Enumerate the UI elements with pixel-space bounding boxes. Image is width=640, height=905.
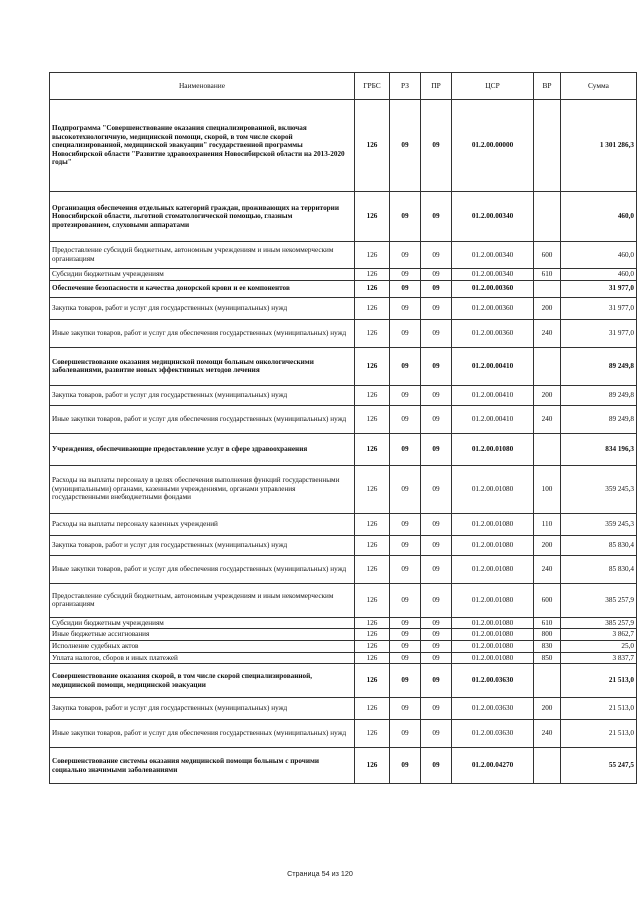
cell-vr bbox=[534, 664, 561, 698]
cell-grbs: 126 bbox=[355, 347, 390, 385]
table-row bbox=[50, 640, 637, 652]
cell-vr: 240 bbox=[534, 319, 561, 347]
cell-vr: 610 bbox=[534, 269, 561, 281]
cell-sum: 25,0 bbox=[561, 640, 637, 652]
cell-csr: 01.2.00.01080 bbox=[452, 583, 534, 617]
cell-rz: 09 bbox=[390, 242, 421, 269]
cell-csr: 01.2.00.03630 bbox=[452, 720, 534, 748]
cell-grbs: 126 bbox=[355, 748, 390, 784]
cell-csr: 01.2.00.01080 bbox=[452, 433, 534, 465]
table-row bbox=[50, 100, 637, 192]
cell-name: Обеспечение безопасности и качества донорской крови и ее компонентов bbox=[50, 280, 355, 297]
cell-grbs: 126 bbox=[355, 269, 390, 281]
cell-vr: 600 bbox=[534, 242, 561, 269]
cell-grbs: 126 bbox=[355, 385, 390, 405]
cell-vr bbox=[534, 748, 561, 784]
table-row bbox=[50, 280, 637, 297]
table-row bbox=[50, 465, 637, 513]
cell-pr: 09 bbox=[421, 269, 452, 281]
cell-csr: 01.2.00.01080 bbox=[452, 652, 534, 664]
cell-name: Совершенствование системы оказания медицинской помощи больным с прочими социально значимыми заболеваниями bbox=[50, 748, 355, 784]
cell-sum: 21 513,0 bbox=[561, 698, 637, 720]
cell-vr: 830 bbox=[534, 640, 561, 652]
cell-name: Закупка товаров, работ и услуг для государственных (муниципальных) нужд bbox=[50, 698, 355, 720]
cell-vr: 240 bbox=[534, 720, 561, 748]
cell-name: Совершенствование оказания скорой, в том числе скорой специализированной, медицинской помощи, медицинской эвакуации bbox=[50, 664, 355, 698]
cell-name: Иные закупки товаров, работ и услуг для обеспечения государственных (муниципальных) нужд bbox=[50, 720, 355, 748]
cell-csr: 01.2.00.00360 bbox=[452, 280, 534, 297]
table-header-row bbox=[50, 73, 637, 100]
cell-pr: 09 bbox=[421, 748, 452, 784]
cell-pr: 09 bbox=[421, 192, 452, 242]
cell-grbs: 126 bbox=[355, 629, 390, 641]
cell-rz: 09 bbox=[390, 629, 421, 641]
cell-grbs: 126 bbox=[355, 433, 390, 465]
cell-sum: 460,0 bbox=[561, 242, 637, 269]
cell-name: Расходы на выплаты персоналу казенных учреждений bbox=[50, 513, 355, 535]
table-row bbox=[50, 405, 637, 433]
cell-sum: 31 977,0 bbox=[561, 280, 637, 297]
cell-sum: 21 513,0 bbox=[561, 720, 637, 748]
cell-name: Совершенствование оказания медицинской помощи больным онкологическими заболеваниями, развитие новых эффективных методов лечения bbox=[50, 347, 355, 385]
document-page bbox=[49, 72, 634, 784]
cell-pr: 09 bbox=[421, 433, 452, 465]
cell-grbs: 126 bbox=[355, 720, 390, 748]
cell-name: Иные закупки товаров, работ и услуг для обеспечения государственных (муниципальных) нужд bbox=[50, 405, 355, 433]
cell-csr: 01.2.00.00410 bbox=[452, 347, 534, 385]
cell-csr: 01.2.00.01080 bbox=[452, 555, 534, 583]
table-row bbox=[50, 269, 637, 281]
cell-rz: 09 bbox=[390, 385, 421, 405]
cell-sum: 21 513,0 bbox=[561, 664, 637, 698]
table-row bbox=[50, 433, 637, 465]
cell-rz: 09 bbox=[390, 192, 421, 242]
table-row bbox=[50, 629, 637, 641]
cell-sum: 460,0 bbox=[561, 192, 637, 242]
cell-grbs: 126 bbox=[355, 698, 390, 720]
cell-sum: 85 830,4 bbox=[561, 535, 637, 555]
table-row bbox=[50, 535, 637, 555]
cell-sum: 31 977,0 bbox=[561, 319, 637, 347]
header-name: Наименование bbox=[50, 73, 355, 100]
cell-rz: 09 bbox=[390, 640, 421, 652]
cell-sum: 85 830,4 bbox=[561, 555, 637, 583]
cell-rz: 09 bbox=[390, 319, 421, 347]
cell-rz: 09 bbox=[390, 347, 421, 385]
cell-grbs: 126 bbox=[355, 555, 390, 583]
cell-pr: 09 bbox=[421, 385, 452, 405]
page-number: Страница 54 из 120 bbox=[287, 869, 353, 878]
cell-name: Расходы на выплаты персоналу в целях обеспечения выполнения функций государственными (муниципальными) органами, казенными учреждениями, органами управления государственными внебюджетными фондами bbox=[50, 465, 355, 513]
cell-csr: 01.2.00.01080 bbox=[452, 513, 534, 535]
cell-rz: 09 bbox=[390, 720, 421, 748]
cell-pr: 09 bbox=[421, 629, 452, 641]
table-row bbox=[50, 652, 637, 664]
cell-pr: 09 bbox=[421, 652, 452, 664]
cell-name: Иные закупки товаров, работ и услуг для обеспечения государственных (муниципальных) нужд bbox=[50, 555, 355, 583]
cell-vr: 200 bbox=[534, 535, 561, 555]
cell-grbs: 126 bbox=[355, 319, 390, 347]
cell-csr: 01.2.00.00340 bbox=[452, 242, 534, 269]
cell-rz: 09 bbox=[390, 269, 421, 281]
cell-csr: 01.2.00.01080 bbox=[452, 640, 534, 652]
cell-vr bbox=[534, 280, 561, 297]
cell-csr: 01.2.00.01080 bbox=[452, 535, 534, 555]
cell-name: Закупка товаров, работ и услуг для государственных (муниципальных) нужд bbox=[50, 535, 355, 555]
cell-grbs: 126 bbox=[355, 513, 390, 535]
cell-pr: 09 bbox=[421, 698, 452, 720]
cell-sum: 1 301 286,3 bbox=[561, 100, 637, 192]
table-row bbox=[50, 698, 637, 720]
table-row bbox=[50, 347, 637, 385]
cell-name: Субсидии бюджетным учреждениям bbox=[50, 269, 355, 281]
cell-grbs: 126 bbox=[355, 617, 390, 629]
cell-name: Предоставление субсидий бюджетным, автономным учреждениям и иным некоммерческим организациям bbox=[50, 583, 355, 617]
cell-sum: 385 257,9 bbox=[561, 617, 637, 629]
cell-grbs: 126 bbox=[355, 280, 390, 297]
cell-grbs: 126 bbox=[355, 583, 390, 617]
table-row bbox=[50, 555, 637, 583]
cell-name: Организация обеспечения отдельных категорий граждан, проживающих на территории Новосибирской области, льготной стоматологической помощью, глазным протезированием, слуховыми аппаратами bbox=[50, 192, 355, 242]
cell-vr: 200 bbox=[534, 297, 561, 319]
cell-rz: 09 bbox=[390, 617, 421, 629]
cell-pr: 09 bbox=[421, 319, 452, 347]
table-row bbox=[50, 319, 637, 347]
cell-sum: 3 862,7 bbox=[561, 629, 637, 641]
cell-pr: 09 bbox=[421, 617, 452, 629]
cell-csr: 01.2.00.01080 bbox=[452, 629, 534, 641]
cell-csr: 01.2.00.00000 bbox=[452, 100, 534, 192]
cell-name: Закупка товаров, работ и услуг для государственных (муниципальных) нужд bbox=[50, 297, 355, 319]
cell-pr: 09 bbox=[421, 640, 452, 652]
cell-grbs: 126 bbox=[355, 405, 390, 433]
cell-grbs: 126 bbox=[355, 535, 390, 555]
cell-vr: 200 bbox=[534, 698, 561, 720]
cell-name: Закупка товаров, работ и услуг для государственных (муниципальных) нужд bbox=[50, 385, 355, 405]
cell-pr: 09 bbox=[421, 347, 452, 385]
cell-pr: 09 bbox=[421, 100, 452, 192]
cell-vr: 800 bbox=[534, 629, 561, 641]
cell-pr: 09 bbox=[421, 280, 452, 297]
cell-name: Иные закупки товаров, работ и услуг для обеспечения государственных (муниципальных) нужд bbox=[50, 319, 355, 347]
cell-name: Исполнение судебных актов bbox=[50, 640, 355, 652]
cell-vr bbox=[534, 192, 561, 242]
cell-pr: 09 bbox=[421, 405, 452, 433]
cell-pr: 09 bbox=[421, 583, 452, 617]
table-body bbox=[50, 100, 637, 784]
cell-vr: 240 bbox=[534, 405, 561, 433]
cell-grbs: 126 bbox=[355, 465, 390, 513]
table-row bbox=[50, 192, 637, 242]
cell-csr: 01.2.00.00410 bbox=[452, 405, 534, 433]
cell-vr bbox=[534, 347, 561, 385]
cell-pr: 09 bbox=[421, 555, 452, 583]
cell-csr: 01.2.00.00360 bbox=[452, 319, 534, 347]
header-rz: РЗ bbox=[390, 73, 421, 100]
cell-csr: 01.2.00.01080 bbox=[452, 465, 534, 513]
header-grbs: ГРБС bbox=[355, 73, 390, 100]
cell-name: Уплата налогов, сборов и иных платежей bbox=[50, 652, 355, 664]
cell-grbs: 126 bbox=[355, 242, 390, 269]
cell-rz: 09 bbox=[390, 297, 421, 319]
table-row bbox=[50, 583, 637, 617]
cell-rz: 09 bbox=[390, 100, 421, 192]
cell-sum: 460,0 bbox=[561, 269, 637, 281]
cell-vr bbox=[534, 433, 561, 465]
cell-rz: 09 bbox=[390, 513, 421, 535]
cell-rz: 09 bbox=[390, 748, 421, 784]
cell-rz: 09 bbox=[390, 405, 421, 433]
cell-grbs: 126 bbox=[355, 640, 390, 652]
cell-sum: 3 837,7 bbox=[561, 652, 637, 664]
cell-vr: 110 bbox=[534, 513, 561, 535]
table-row bbox=[50, 664, 637, 698]
cell-sum: 89 249,8 bbox=[561, 385, 637, 405]
cell-vr: 200 bbox=[534, 385, 561, 405]
cell-name: Предоставление субсидий бюджетным, автономным учреждениям и иным некоммерческим организациям bbox=[50, 242, 355, 269]
cell-rz: 09 bbox=[390, 698, 421, 720]
table-row bbox=[50, 720, 637, 748]
cell-name: Подпрограмма "Совершенствование оказания специализированной, включая высокотехнологичную, медицинской помощи, скорой, в том числе скорой специализированной, медицинской эвакуации" государственной программы Новосибирской области "Развитие здравоохранения Новосибирской области на 2013-2020 годы" bbox=[50, 100, 355, 192]
table-row bbox=[50, 748, 637, 784]
cell-pr: 09 bbox=[421, 465, 452, 513]
cell-pr: 09 bbox=[421, 242, 452, 269]
cell-sum: 31 977,0 bbox=[561, 297, 637, 319]
header-csr: ЦСР bbox=[452, 73, 534, 100]
cell-name: Иные бюджетные ассигнования bbox=[50, 629, 355, 641]
table-row bbox=[50, 297, 637, 319]
cell-csr: 01.2.00.00340 bbox=[452, 192, 534, 242]
table-row bbox=[50, 617, 637, 629]
header-pr: ПР bbox=[421, 73, 452, 100]
cell-sum: 834 196,3 bbox=[561, 433, 637, 465]
cell-name: Учреждения, обеспечивающие предоставление услуг в сфере здравоохранения bbox=[50, 433, 355, 465]
cell-vr: 850 bbox=[534, 652, 561, 664]
cell-pr: 09 bbox=[421, 664, 452, 698]
cell-sum: 385 257,9 bbox=[561, 583, 637, 617]
cell-sum: 55 247,5 bbox=[561, 748, 637, 784]
cell-pr: 09 bbox=[421, 720, 452, 748]
cell-rz: 09 bbox=[390, 535, 421, 555]
header-vr: ВР bbox=[534, 73, 561, 100]
cell-csr: 01.2.00.01080 bbox=[452, 617, 534, 629]
cell-rz: 09 bbox=[390, 583, 421, 617]
cell-grbs: 126 bbox=[355, 652, 390, 664]
budget-table bbox=[49, 72, 637, 784]
cell-csr: 01.2.00.03630 bbox=[452, 698, 534, 720]
cell-grbs: 126 bbox=[355, 100, 390, 192]
cell-vr bbox=[534, 100, 561, 192]
cell-sum: 89 249,8 bbox=[561, 347, 637, 385]
cell-csr: 01.2.00.00410 bbox=[452, 385, 534, 405]
cell-rz: 09 bbox=[390, 664, 421, 698]
cell-vr: 240 bbox=[534, 555, 561, 583]
cell-pr: 09 bbox=[421, 535, 452, 555]
cell-rz: 09 bbox=[390, 280, 421, 297]
cell-csr: 01.2.00.00360 bbox=[452, 297, 534, 319]
cell-sum: 359 245,3 bbox=[561, 513, 637, 535]
table-row bbox=[50, 513, 637, 535]
cell-pr: 09 bbox=[421, 297, 452, 319]
table-row bbox=[50, 242, 637, 269]
cell-csr: 01.2.00.00340 bbox=[452, 269, 534, 281]
cell-rz: 09 bbox=[390, 433, 421, 465]
cell-vr: 610 bbox=[534, 617, 561, 629]
cell-vr: 100 bbox=[534, 465, 561, 513]
cell-csr: 01.2.00.03630 bbox=[452, 664, 534, 698]
cell-csr: 01.2.00.04270 bbox=[452, 748, 534, 784]
table-row bbox=[50, 385, 637, 405]
cell-rz: 09 bbox=[390, 652, 421, 664]
cell-sum: 89 249,8 bbox=[561, 405, 637, 433]
header-sum: Сумма bbox=[561, 73, 637, 100]
cell-grbs: 126 bbox=[355, 192, 390, 242]
cell-vr: 600 bbox=[534, 583, 561, 617]
cell-grbs: 126 bbox=[355, 664, 390, 698]
cell-name: Субсидии бюджетным учреждениям bbox=[50, 617, 355, 629]
cell-rz: 09 bbox=[390, 465, 421, 513]
cell-grbs: 126 bbox=[355, 297, 390, 319]
cell-pr: 09 bbox=[421, 513, 452, 535]
cell-sum: 359 245,3 bbox=[561, 465, 637, 513]
cell-rz: 09 bbox=[390, 555, 421, 583]
